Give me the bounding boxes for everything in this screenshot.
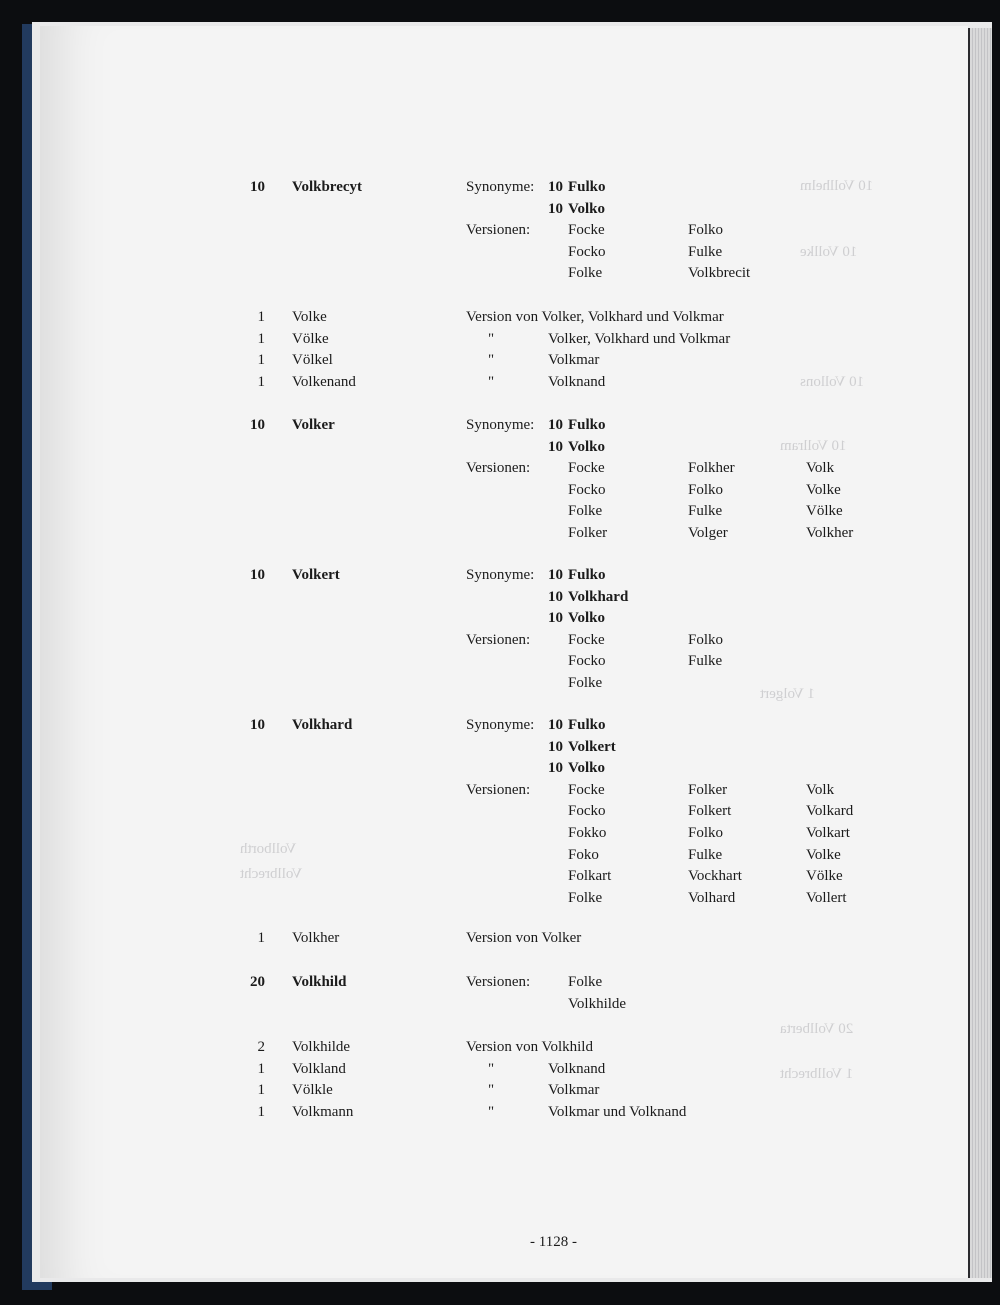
ditto-mark: " bbox=[488, 1103, 495, 1120]
entry-note: Version von Volker, Volkhard und Volkmar bbox=[466, 309, 724, 325]
ditto-mark: " bbox=[488, 352, 495, 369]
versions-label: Versionen: bbox=[466, 222, 531, 239]
version-name: Volkart bbox=[806, 825, 850, 841]
versions-label: Versionen: bbox=[466, 460, 531, 477]
entry-headword: Volkbrecyt bbox=[292, 179, 363, 195]
synonym-name: Volko bbox=[568, 438, 605, 455]
entry-count: 10 bbox=[250, 567, 265, 583]
versions-label: Versionen: bbox=[466, 781, 531, 798]
synonyms-label: Synonyme: bbox=[466, 717, 535, 733]
version-name: Volger bbox=[688, 525, 728, 541]
synonym-name: Volko bbox=[568, 200, 605, 217]
bleed-through: Vollbrecht bbox=[240, 866, 303, 882]
version-name: Völke bbox=[806, 503, 843, 520]
entry-name: Volkmann bbox=[292, 1103, 354, 1120]
synonym-count: 10 bbox=[548, 200, 563, 217]
entry-note: Volkmar bbox=[548, 352, 600, 369]
entry-headword: Volkhild bbox=[292, 974, 347, 990]
synonym-count: 10 bbox=[548, 717, 563, 733]
synonym-count: 10 bbox=[548, 738, 563, 755]
version-name: Folko bbox=[688, 825, 724, 841]
version-name: Fulke bbox=[688, 503, 723, 520]
ditto-mark: " bbox=[488, 1082, 495, 1099]
entry-name: Volkenand bbox=[292, 373, 356, 390]
entry-count: 1 bbox=[257, 373, 265, 390]
synonym-count: 10 bbox=[548, 588, 563, 605]
version-name: Focke bbox=[568, 631, 605, 648]
version-name: Focke bbox=[568, 460, 605, 477]
entry-name: Volkher bbox=[292, 930, 340, 946]
entry-name: Völke bbox=[292, 330, 329, 347]
entry-name: Volke bbox=[292, 309, 327, 325]
version-name: Fulke bbox=[688, 846, 723, 863]
version-name: Focko bbox=[568, 243, 606, 260]
version-name: Folkart bbox=[568, 868, 612, 885]
entry-name: Völkle bbox=[292, 1082, 333, 1099]
entry-count: 1 bbox=[257, 930, 265, 946]
version-name: Focko bbox=[568, 653, 606, 670]
version-name: Focke bbox=[568, 222, 605, 239]
entry-count: 1 bbox=[257, 1060, 265, 1077]
entry-note: Version von Volkhild bbox=[466, 1039, 593, 1055]
bleed-through: 10 Vollhelm bbox=[800, 178, 874, 194]
version-name: Volke bbox=[806, 846, 841, 863]
entry-count: 1 bbox=[257, 1082, 265, 1099]
synonym-name: Fulko bbox=[568, 179, 606, 195]
facing-page-edge bbox=[968, 28, 992, 1278]
version-name: Folkher bbox=[688, 460, 735, 477]
version-name: Volke bbox=[806, 481, 841, 498]
entry-headword: Volker bbox=[292, 417, 335, 433]
version-name: Fokko bbox=[568, 825, 607, 841]
version-name: Volkhilde bbox=[568, 995, 627, 1012]
entry-count: 20 bbox=[250, 974, 265, 990]
version-name: Vollert bbox=[806, 889, 847, 906]
synonym-name: Fulko bbox=[568, 567, 606, 583]
entry-note: Volkmar bbox=[548, 1082, 600, 1099]
version-name: Folko bbox=[688, 481, 724, 498]
synonyms-label: Synonyme: bbox=[466, 417, 535, 433]
bleed-through: Vollborth bbox=[240, 841, 297, 857]
versions-label: Versionen: bbox=[466, 974, 531, 990]
entry-note: Version von Volker bbox=[466, 930, 582, 946]
version-name: Folker bbox=[688, 781, 728, 798]
version-name: Folke bbox=[568, 675, 603, 691]
version-name: Folke bbox=[568, 889, 603, 906]
ditto-mark: " bbox=[488, 1060, 495, 1077]
synonym-name: Fulko bbox=[568, 417, 606, 433]
synonym-count: 10 bbox=[548, 567, 563, 583]
version-name: Fulke bbox=[688, 243, 723, 260]
bleed-through: 1 Vollbrecht bbox=[780, 1066, 854, 1082]
version-name: Focke bbox=[568, 781, 605, 798]
version-name: Folko bbox=[688, 222, 724, 239]
entry-note: Volker, Volkhard und Volkmar bbox=[548, 330, 731, 347]
version-name: Volkbrecit bbox=[688, 265, 751, 282]
entry-count: 10 bbox=[250, 417, 265, 433]
synonym-count: 10 bbox=[548, 760, 563, 777]
entry-count: 10 bbox=[250, 717, 265, 733]
synonym-count: 10 bbox=[548, 179, 563, 195]
synonym-name: Volkhard bbox=[568, 588, 629, 605]
ditto-mark: " bbox=[488, 330, 495, 347]
version-name: Volk bbox=[806, 460, 835, 477]
version-name: Focko bbox=[568, 481, 606, 498]
entry-headword: Volkhard bbox=[292, 717, 353, 733]
version-name: Völke bbox=[806, 868, 843, 885]
synonyms-label: Synonyme: bbox=[466, 179, 535, 195]
page-number: - 1128 - bbox=[530, 1234, 577, 1250]
synonym-count: 10 bbox=[548, 438, 563, 455]
synonyms-label: Synonyme: bbox=[466, 567, 535, 583]
bleed-through: 20 Vollberta bbox=[780, 1021, 854, 1037]
entry-count: 10 bbox=[250, 179, 265, 195]
entry-note: Volkmar und Volknand bbox=[548, 1103, 687, 1120]
version-name: Focko bbox=[568, 803, 606, 820]
entry-count: 1 bbox=[257, 330, 265, 347]
entry-name: Völkel bbox=[292, 352, 333, 369]
ditto-mark: " bbox=[488, 373, 495, 390]
entry-note: Volknand bbox=[548, 1060, 606, 1077]
entry-name: Volkland bbox=[292, 1060, 346, 1077]
version-name: Folke bbox=[568, 265, 603, 282]
version-name: Folker bbox=[568, 525, 608, 541]
entry-count: 2 bbox=[257, 1039, 265, 1055]
book-page bbox=[40, 26, 968, 1278]
version-name: Volk bbox=[806, 781, 835, 798]
version-name: Folko bbox=[688, 631, 724, 648]
version-name: Volhard bbox=[688, 889, 736, 906]
versions-label: Versionen: bbox=[466, 631, 531, 648]
version-name: Volkard bbox=[806, 803, 854, 820]
entry-count: 1 bbox=[257, 309, 265, 325]
version-name: Fulke bbox=[688, 653, 723, 670]
synonym-name: Volko bbox=[568, 760, 605, 777]
bleed-through: 1 Volgert bbox=[760, 686, 815, 702]
version-name: Folkert bbox=[688, 803, 732, 820]
synonym-count: 10 bbox=[548, 610, 563, 627]
synonym-name: Volko bbox=[568, 610, 605, 627]
version-name: Foko bbox=[568, 846, 599, 863]
version-name: Folke bbox=[568, 974, 603, 990]
synonym-name: Volkert bbox=[568, 738, 616, 755]
bleed-through: 10 Vollram bbox=[780, 438, 847, 454]
version-name: Vockhart bbox=[688, 868, 742, 885]
entry-name: Volkhilde bbox=[292, 1039, 351, 1055]
bleed-through: 10 Vollke bbox=[800, 244, 858, 260]
version-name: Volkher bbox=[806, 525, 854, 541]
bleed-through: 10 Vollons bbox=[800, 374, 865, 390]
entry-count: 1 bbox=[257, 352, 265, 369]
entry-headword: Volkert bbox=[292, 567, 340, 583]
entry-note: Volknand bbox=[548, 373, 606, 390]
synonym-name: Fulko bbox=[568, 717, 606, 733]
synonym-count: 10 bbox=[548, 417, 563, 433]
version-name: Folke bbox=[568, 503, 603, 520]
entry-count: 1 bbox=[257, 1103, 265, 1120]
